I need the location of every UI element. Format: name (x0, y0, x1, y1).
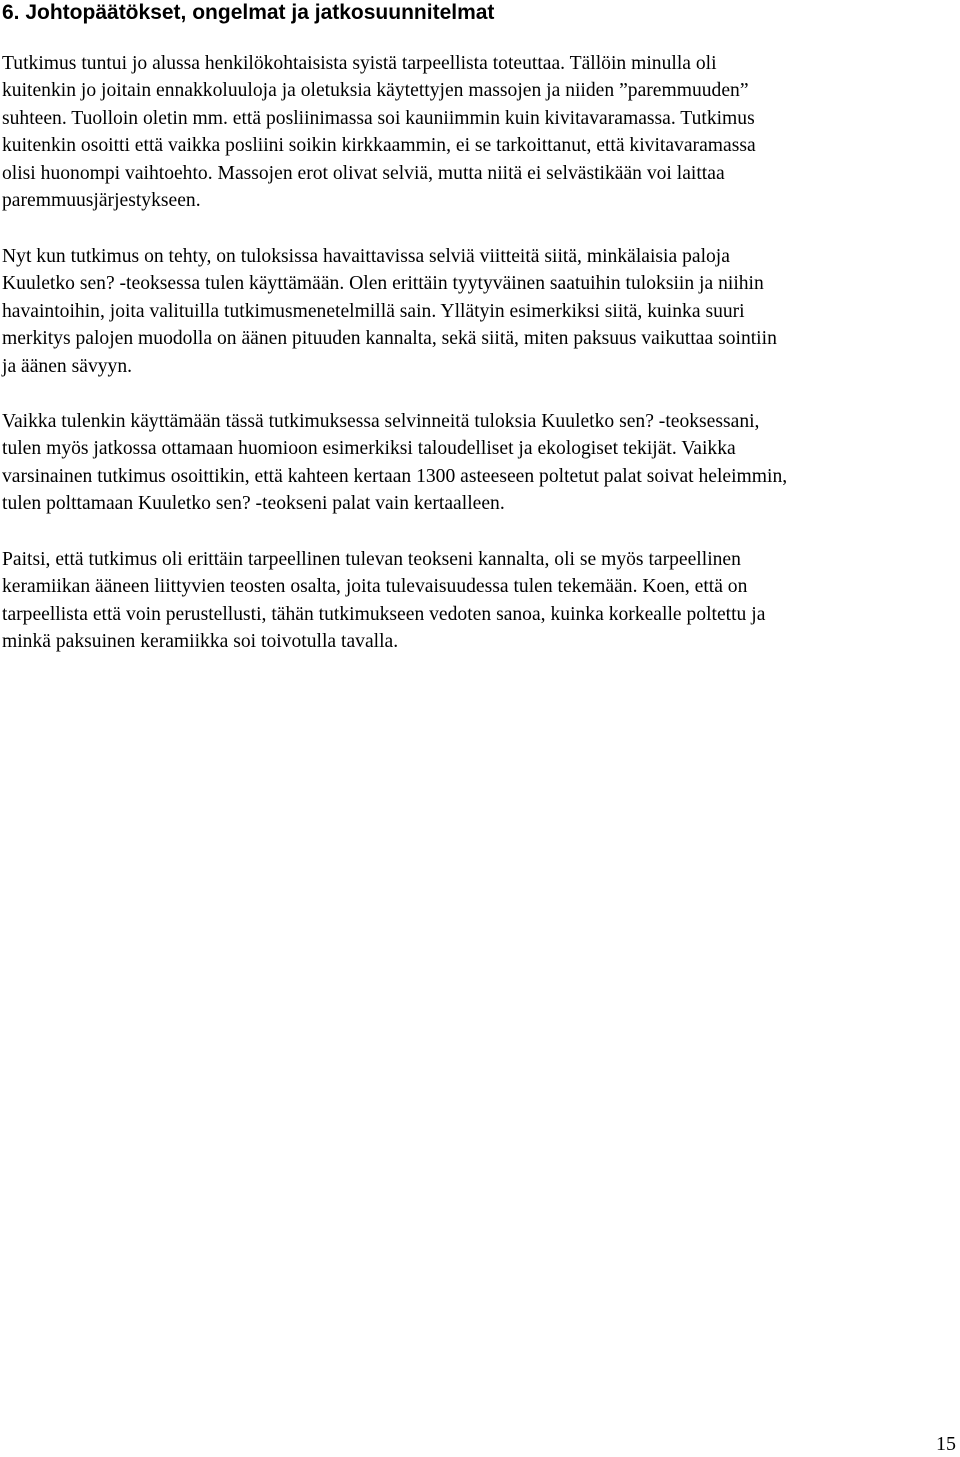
paragraph (2, 50, 957, 214)
text-line: tulen polttamaan Kuuletko sen? -teokseni palat vain kertaalleen. (2, 493, 505, 515)
text-line: Vaikka tulenkin käyttämään tässä tutkimuksessa selvinneitä tuloksia Kuuletko sen? -teoksessani, (2, 411, 760, 432)
text-line: paremmuusjärjestykseen. (2, 190, 201, 212)
page-number: 15 (936, 1433, 956, 1455)
text-line: olisi huonompi vaihtoehto. Massojen erot olivat selviä, mutta niitä ei selvästikään voi laittaa (2, 162, 725, 184)
text-line: keramiikan ääneen liittyvien teosten osalta, joita tulevaisuudessa tulen tekemään. Koen, että on (2, 576, 748, 598)
text-line: kuitenkin jo joitain ennakkoluuloja ja oletuksia käytettyjen massojen ja niiden ”paremmuuden” (2, 80, 749, 102)
text-line: kuitenkin osoitti että vaikka posliini soikin kirkkaammin, ei se tarkoittanut, että kivitavaramassa (2, 135, 756, 157)
text-line: minkä paksuinen keramiikka soi toivotulla tavalla. (2, 631, 399, 653)
text-line: Tutkimus tuntui jo alussa henkilökohtaisista syistä tarpeellista toteuttaa. Tällöin minulla oli (2, 53, 717, 74)
text-line: ja äänen sävyyn. (2, 355, 133, 377)
text-line: varsinainen tutkimus osoittikin, että kahteen kertaan 1300 asteeseen poltetut palat soivat heleimmin, (2, 465, 788, 487)
text-line: Nyt kun tutkimus on tehty, on tuloksissa havaittavissa selviä viitteitä siitä, minkälaisia paloja (2, 246, 730, 267)
paragraph (2, 243, 957, 380)
text-line: suhteen. Tuolloin oletin mm. että posliinimassa soi kauniimmin kuin kivitavaramassa. Tutkimus (2, 107, 755, 129)
text-line: tulen myös jatkossa ottamaan huomioon esimerkiksi taloudelliset ja ekologiset tekijät. Vaikka (2, 438, 736, 460)
paragraph (2, 546, 957, 656)
section-heading: 6. Johtopäätökset, ongelmat ja jatkosuunnitelmat (2, 1, 495, 24)
text-line: havaintoihin, joita valituilla tutkimusmenetelmillä sain. Yllätyin esimerkiksi siitä, kuinka suuri (2, 300, 745, 322)
paragraph (2, 408, 957, 518)
text-line: Kuuletko sen? -teoksessa tulen käyttämään. Olen erittäin tyytyväinen saatuihin tuloksiin ja niihin (2, 273, 764, 295)
text-line: merkitys palojen muodolla on äänen pituuden kannalta, sekä siitä, miten paksuus vaikuttaa sointiin (2, 328, 777, 350)
text-line: Paitsi, että tutkimus oli erittäin tarpeellinen tulevan teokseni kannalta, oli se myös tarpeellinen (2, 549, 741, 570)
text-line: tarpeellista että voin perustellusti, tähän tutkimukseen vedoten sanoa, kuinka korkealle poltettu ja (2, 603, 766, 625)
